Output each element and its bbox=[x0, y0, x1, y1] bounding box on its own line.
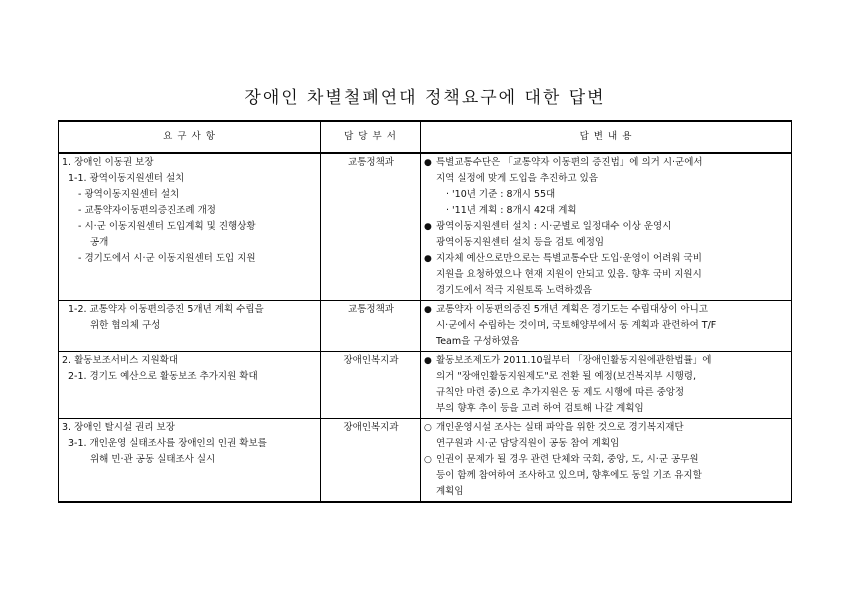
request-line: - 경기도에서 시·군 이동지원센터 도입 지원 bbox=[78, 253, 256, 264]
request-cell bbox=[59, 153, 321, 301]
answer-line: 지역 실정에 맞게 도입을 추진하고 있음 bbox=[436, 173, 598, 184]
document-title: 장애인 차별철폐연대 정책요구에 대한 답변 bbox=[244, 88, 606, 108]
bold-bullet-icon: ● bbox=[424, 158, 432, 168]
answer-line: 특별교통수단은 「교통약자 이동편의 증진법」에 의거 시·군에서 bbox=[436, 157, 703, 168]
request-line: 위한 협의체 구성 bbox=[90, 320, 161, 331]
request-line: - 교통약자이동편의증진조례 개정 bbox=[78, 205, 216, 216]
request-line: 2-1. 경기도 예산으로 활동보조 추가지원 확대 bbox=[68, 371, 258, 382]
answer-line: 활동보조제도가 2011.10월부터 「장애인활동지원에관한법률」에 bbox=[436, 355, 712, 366]
request-line: 2. 활동보조서비스 지원확대 bbox=[62, 355, 179, 366]
answer-line: 인권이 문제가 될 경우 관련 단체와 국회, 중앙, 도, 시·군 공무원 bbox=[436, 454, 699, 465]
request-line: - 시·군 이동지원센터 도입계획 및 진행상황 bbox=[78, 221, 256, 232]
bold-bullet-icon: ● bbox=[424, 356, 432, 366]
request-line: 위해 민·관 공동 실태조사 실시 bbox=[90, 454, 216, 465]
answer-line: 광역이동지원센터 설치 등을 검토 예정임 bbox=[436, 237, 605, 248]
department-cell: 교통정책과 bbox=[321, 153, 421, 301]
answer-line: 교통약자 이동편의증진 5개년 계획은 경기도는 수립대상이 아니고 bbox=[436, 304, 708, 315]
thin-bullet-icon: ○ bbox=[424, 455, 432, 465]
answer-line: Team을 구성하였음 bbox=[436, 336, 520, 347]
request-cell bbox=[59, 352, 321, 419]
request-line: 3. 장애인 탈시설 권리 보장 bbox=[62, 422, 175, 433]
department-cell: 장애인복지과 bbox=[321, 352, 421, 419]
bold-bullet-icon: ● bbox=[424, 254, 432, 264]
thin-bullet-icon: ○ bbox=[424, 423, 432, 433]
table-header-row bbox=[59, 121, 792, 153]
request-cell bbox=[59, 419, 321, 503]
answer-line: 광역이동지원센터 설치 : 시·군별로 일정대수 이상 운영시 bbox=[436, 221, 672, 232]
answer-line: 계획임 bbox=[436, 486, 464, 497]
answer-cell bbox=[421, 301, 792, 352]
department-cell: 교통정책과 bbox=[321, 301, 421, 352]
answer-cell bbox=[421, 153, 792, 301]
answer-line: · '11년 계획 : 8개시 42대 계획 bbox=[446, 205, 577, 216]
answer-cell bbox=[421, 352, 792, 419]
bold-bullet-icon: ● bbox=[424, 222, 432, 232]
request-line: 1. 장애인 이동권 보장 bbox=[62, 157, 154, 168]
request-line: 3-1. 개인운영 실태조사를 장애인의 인권 확보를 bbox=[68, 438, 267, 449]
table-row bbox=[59, 153, 792, 301]
table-row bbox=[59, 352, 792, 419]
table-row bbox=[59, 419, 792, 503]
department-cell: 장애인복지과 bbox=[321, 419, 421, 503]
header-request: 요 구 사 항 bbox=[59, 121, 321, 153]
policy-table bbox=[58, 120, 792, 503]
answer-line: 규칙안 마련 중)으로 추가지원은 동 제도 시행에 따른 중앙정 bbox=[436, 387, 685, 398]
answer-line: 경기도에서 적극 지원토록 노력하겠음 bbox=[436, 285, 592, 296]
answer-line: 지원을 요청하였으나 현재 지원이 안되고 있음. 향후 국비 지원시 bbox=[436, 269, 702, 280]
request-line: - 광역이동지원센터 설치 bbox=[78, 189, 180, 200]
answer-line: 시·군에서 수립하는 것이며, 국토해양부에서 동 계획과 관련하여 T/F bbox=[436, 320, 717, 331]
header-answer: 답 변 내 용 bbox=[421, 121, 792, 153]
answer-line: 등이 함께 참여하여 조사하고 있으며, 향후에도 동일 기조 유지할 bbox=[436, 470, 702, 481]
answer-line: 개인운영시설 조사는 실태 파악을 위한 것으로 경기복지재단 bbox=[436, 422, 684, 433]
request-cell bbox=[59, 301, 321, 352]
request-line: 1-2. 교통약자 이동편의증진 5개년 계획 수립을 bbox=[68, 304, 264, 315]
request-line: 1-1. 광역이동지원센터 설치 bbox=[68, 173, 185, 184]
answer-line: 연구원과 시·군 담당직원이 공동 참여 계획임 bbox=[436, 438, 620, 449]
table-row bbox=[59, 301, 792, 352]
bold-bullet-icon: ● bbox=[424, 305, 432, 315]
request-line: 공개 bbox=[90, 237, 109, 248]
answer-line: 부의 향후 추이 등을 고려 하여 검토해 나갈 계획임 bbox=[436, 403, 644, 414]
answer-line: 지자체 예산으로만으로는 특별교통수단 도입·운영이 어려워 국비 bbox=[436, 253, 702, 264]
answer-cell bbox=[421, 419, 792, 503]
answer-line: · '10년 기준 : 8개시 55대 bbox=[446, 189, 556, 200]
header-department: 담 당 부 서 bbox=[321, 121, 421, 153]
answer-line: 의거 "장애인활동지원제도"로 전환 될 예정(보건복지부 시행령, bbox=[436, 371, 696, 382]
